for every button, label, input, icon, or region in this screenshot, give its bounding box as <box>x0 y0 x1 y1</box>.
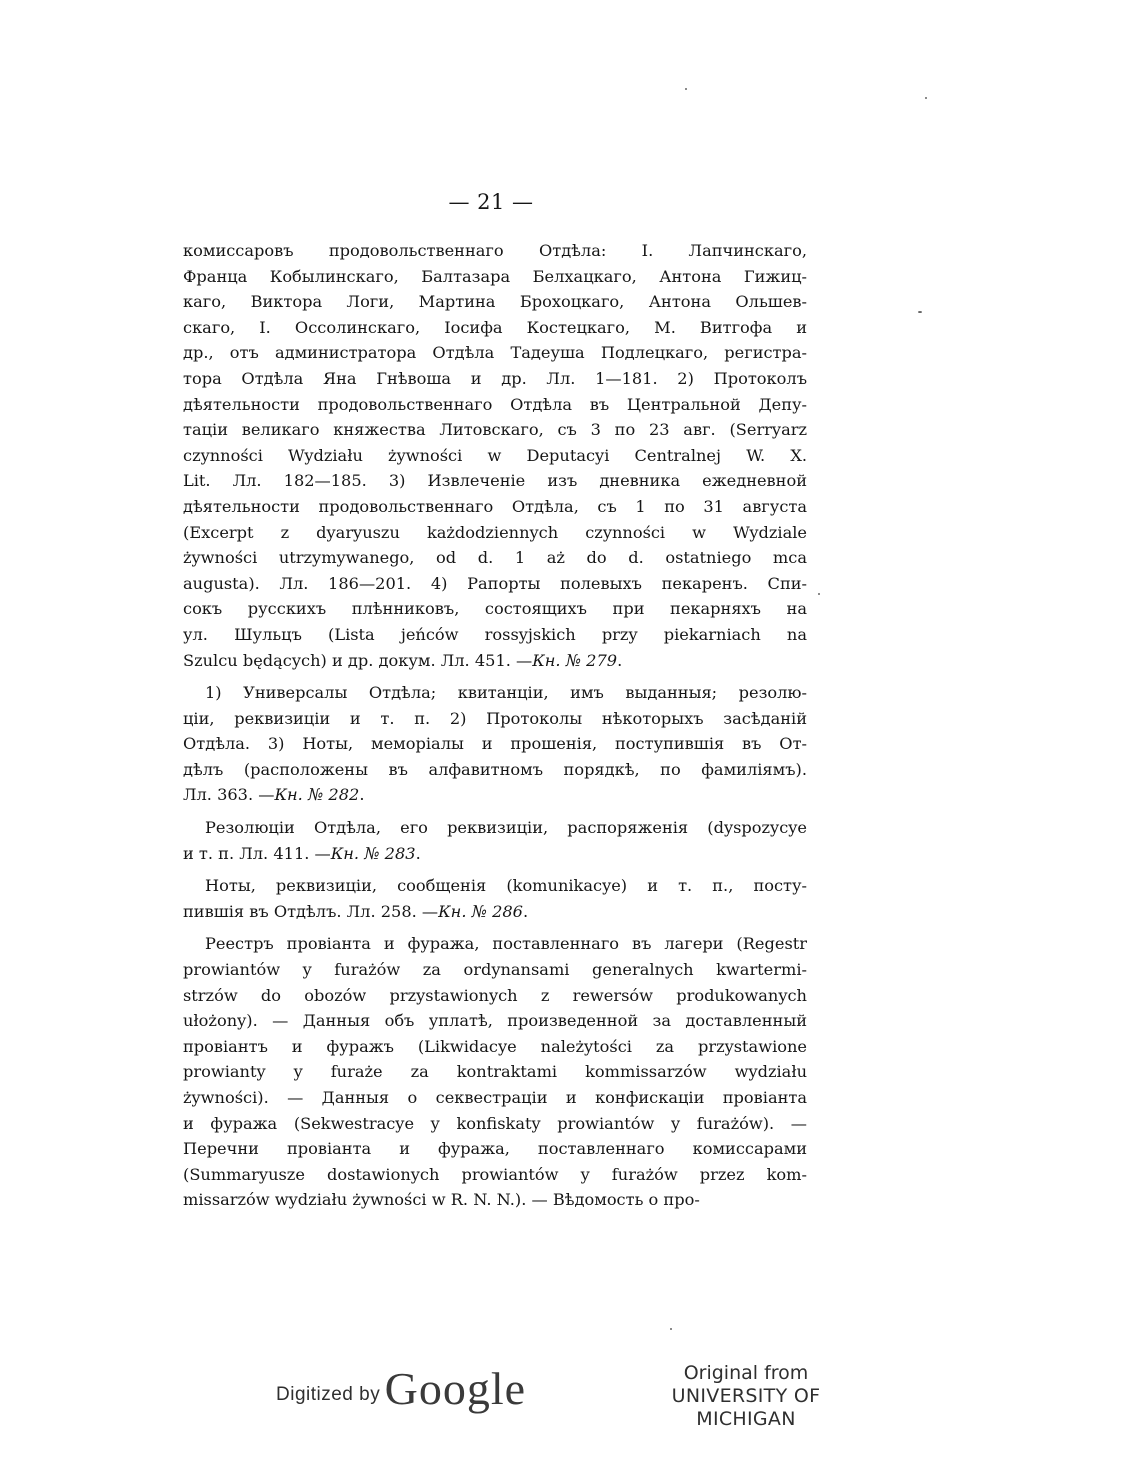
text-line: каго, Виктора Логи, Мартина Брохоцкаго, Антона Ольшев- <box>183 292 807 312</box>
paragraph <box>183 815 807 866</box>
paragraph <box>183 680 807 808</box>
text-line: Szulcu będących) и др. докум. Лл. 451. —Кн. № 279. <box>183 650 623 670</box>
text-line: др., отъ администратора Отдѣла Тадеуша Подлецкаго, регистра- <box>183 343 807 363</box>
text-line: и фуража (Sekwestracye y konfiskaty prowiantów y furażów). — <box>183 1113 807 1133</box>
text-line: Отдѣла. 3) Ноты, меморіалы и прошенія, поступившія въ От- <box>183 734 807 754</box>
text-line: prowianty y furaże za kontraktami kommissarzów wydziału <box>183 1062 807 1082</box>
text-line: пившія въ Отдѣлъ. Лл. 258. —Кн. № 286. <box>183 901 529 921</box>
text-line: дѣятельности продовольственнаго Отдѣла въ Центральной Депу- <box>183 394 807 414</box>
scan-speck <box>918 311 922 313</box>
google-logo: Google <box>384 1363 527 1414</box>
text-line: (Summaryusze dostawionych prowiantów y furażów przez kom- <box>183 1164 807 1184</box>
text-line: strzów do obozów przystawionych z rewersów produkowanych <box>183 985 807 1005</box>
text-line: ułożony). — Данныя объ уплатѣ, произведенной за доставленный <box>183 1011 807 1031</box>
page-number: — 21 — <box>448 190 534 214</box>
text-line: Франца Кобылинскаго, Балтазара Белхацкаго, Антона Гижиц- <box>183 266 807 286</box>
text-line: комиссаровъ продовольственнаго Отдѣла: I. Лапчинскаго, <box>183 241 807 260</box>
digitized-by-label: Digitized by <box>276 1384 381 1405</box>
text-line: тора Отдѣла Яна Гнѣвоша и др. Лл. 1—181. 2) Протоколъ <box>183 368 807 388</box>
text-line: провіантъ и фуражъ (Likwidacye należytości za przystawione <box>183 1036 807 1056</box>
original-from-label: Original from <box>683 1362 809 1384</box>
text-line: żywności utrzymywanego, od d. 1 aż do d. ostatniego mca <box>183 548 807 568</box>
scan-speck <box>670 1328 672 1330</box>
text-line: Лл. 363. —Кн. № 282. <box>183 785 365 805</box>
text-line: Перечни провіанта и фуража, поставленнаго комиссарами <box>183 1139 807 1159</box>
text-line: и т. п. Лл. 411. —Кн. № 283. <box>183 843 421 863</box>
digitized-by-watermark <box>276 1362 526 1415</box>
text-line: Lit. Лл. 182—185. 3) Извлеченіе изъ дневника ежедневной <box>183 471 807 491</box>
text-line: скаго, I. Оссолинскаго, Iосифа Костецкаго, М. Витгофа и <box>183 317 807 337</box>
text-line: Ноты, реквизиціи, сообщенія (komunikacye) и т. п., посту- <box>205 876 807 896</box>
text-line: ціи, реквизиціи и т. п. 2) Протоколы нѣкоторыхъ засѣданій <box>183 708 807 728</box>
text-line: (Excerpt z dyaryuszu każdodziennych czynności w Wydziale <box>183 522 807 542</box>
original-from-watermark <box>630 1362 862 1431</box>
text-line: дѣлъ (расположены въ алфавитномъ порядкѣ, по фамиліямъ). <box>183 759 807 779</box>
paragraph <box>183 931 807 1213</box>
institution-label: UNIVERSITY OF MICHIGAN <box>671 1385 821 1430</box>
document-body <box>183 238 807 1213</box>
text-line: czynności Wydziału żywności w Deputacyi Centralnej W. X. <box>183 445 807 465</box>
paragraph <box>183 238 807 673</box>
text-line: ул. Шульцъ (Lista jeńców rossyjskich przy piekarniach na <box>183 624 807 644</box>
text-line: Реестръ провіанта и фуража, поставленнаго въ лагери (Regestr <box>205 934 807 954</box>
text-line: таціи великаго княжества Литовскаго, съ 3 по 23 авг. (Serryarz <box>183 420 807 440</box>
text-line: augusta). Лл. 186—201. 4) Рапорты полевыхъ пекаренъ. Спи- <box>183 573 807 593</box>
text-line: prowiantów y furażów za ordynansami generalnych kwartermi- <box>183 960 807 980</box>
scan-speck <box>925 97 927 99</box>
text-line: żywności). — Данныя о секвестраціи и конфискаціи провіанта <box>183 1088 807 1107</box>
text-line: сокъ русскихъ плѣнниковъ, состоящихъ при пекарняхъ на <box>183 599 807 619</box>
text-line: Резолюціи Отдѣла, его реквизиціи, распоряженія (dyspozycye <box>205 818 807 838</box>
text-line: дѣятельности продовольственнаго Отдѣла, съ 1 по 31 августа <box>183 496 807 516</box>
paragraph <box>183 873 807 924</box>
text-line: 1) Универсалы Отдѣла; квитанціи, имъ выданныя; резолю- <box>205 683 807 703</box>
scan-speck <box>685 88 687 90</box>
scan-speck <box>818 593 820 595</box>
text-line: missarzów wydziału żywności w R. N. N.). — Вѣдомость о про- <box>183 1190 700 1210</box>
